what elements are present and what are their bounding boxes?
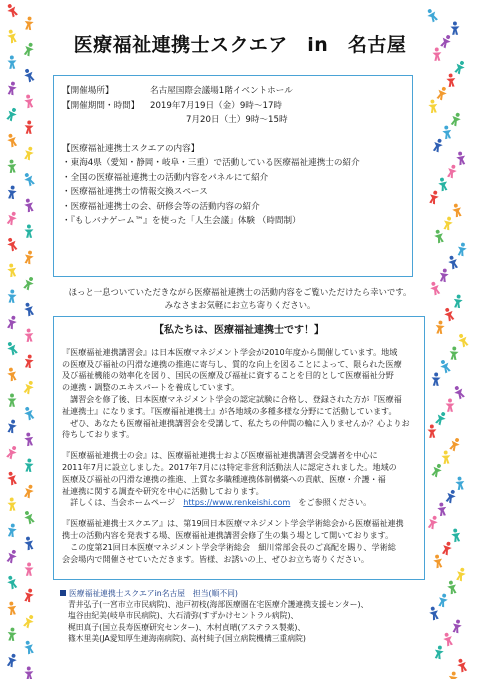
person-figure-icon bbox=[24, 458, 34, 472]
person-figure-icon bbox=[455, 476, 465, 490]
person-figure-icon bbox=[7, 159, 17, 173]
person-figure-icon bbox=[444, 488, 457, 504]
contact-line: 塩谷由紀美(岐阜市民病院)、大石清弥(すずかけセントラル病院)、 bbox=[68, 611, 299, 621]
person-figure-icon bbox=[456, 657, 469, 672]
about-paragraph-3 bbox=[62, 518, 416, 565]
person-figure-icon bbox=[24, 120, 34, 134]
text-line: 及び福祉機能の効率化を図り、国民の医療及び福祉に資することを目的として医療福祉分野 bbox=[62, 370, 394, 381]
person-figure-icon bbox=[431, 372, 440, 386]
person-figure-icon bbox=[24, 328, 34, 342]
text-line: ぜひ、あなたも医療福祉連携講習会を受講して、私たちの仲間の輪に入りませんか？心よりお bbox=[62, 417, 410, 428]
person-figure-icon bbox=[437, 177, 449, 192]
text-line: 会会場内で開催させていただきます。皆様、お誘いの上、ぜひお立ち寄りください。 bbox=[62, 553, 369, 564]
text-line: 『医療福祉連携士スクエア』は、第19回日本医療マネジメント学会学術総会から医療福祉連携 bbox=[62, 518, 404, 529]
person-figure-icon bbox=[433, 229, 445, 244]
people-figures-right bbox=[418, 0, 480, 679]
text-line: の連携・調整のエキスパートを養成しています。 bbox=[62, 382, 240, 393]
contact-line: 篠木里美(JA愛知厚生連海南病院)、高村純子(国立病院機構三重病院) bbox=[68, 633, 306, 643]
list-item: ・『もしバナゲーム™』を使った「人生会議」体験 （時間制） bbox=[62, 216, 301, 226]
about-paragraph-2 bbox=[62, 450, 416, 509]
person-figure-icon bbox=[5, 548, 19, 564]
person-figure-icon bbox=[456, 242, 468, 257]
person-figure-icon bbox=[449, 346, 459, 360]
person-figure-icon bbox=[24, 224, 33, 237]
intro-line-1: ほっと一息ついていただきながら医療福祉連携士の活動内容をご覧いただけたら幸いです。 bbox=[68, 287, 412, 297]
person-figure-icon bbox=[446, 399, 455, 412]
person-figure-icon bbox=[7, 627, 17, 641]
intro-text bbox=[0, 286, 480, 312]
person-figure-icon bbox=[5, 236, 19, 252]
person-figure-icon bbox=[447, 254, 460, 269]
person-figure-icon bbox=[433, 645, 444, 660]
list-item: ・東海4県（愛知・静岡・岐阜・三重）で活動している医療福祉連携士の紹介 bbox=[62, 158, 360, 168]
person-figure-icon bbox=[441, 540, 454, 555]
text-line: この度第21回日本医療マネジメント学会学術総会 細川常部会長のご高配を賜り、学術総 bbox=[62, 541, 396, 552]
about-box bbox=[53, 316, 425, 580]
person-figure-icon bbox=[22, 67, 36, 83]
person-figure-icon bbox=[446, 580, 458, 595]
decorative-people-border-right bbox=[418, 0, 480, 679]
about-paragraph-1 bbox=[62, 347, 416, 441]
person-figure-icon bbox=[6, 314, 19, 329]
person-figure-icon bbox=[8, 394, 17, 407]
person-figure-icon bbox=[442, 216, 454, 231]
homepage-link[interactable]: https://www.renkeishi.com bbox=[183, 497, 291, 508]
text-line: 『医療福祉連携講習会』は日本医療マネジメント学会が2010年度から開催しています。地域 bbox=[62, 346, 398, 357]
person-figure-icon bbox=[23, 640, 35, 655]
person-figure-icon bbox=[23, 483, 36, 498]
text-line: 携士の活動内容を発表する場、医療福祉連携講習会修了生の集う場として開いております。 bbox=[62, 529, 394, 540]
person-figure-icon bbox=[437, 502, 448, 516]
person-figure-icon bbox=[6, 367, 18, 382]
person-figure-icon bbox=[7, 55, 16, 69]
person-figure-icon bbox=[430, 462, 444, 478]
person-figure-icon bbox=[24, 432, 35, 446]
person-figure-icon bbox=[6, 523, 17, 538]
person-figure-icon bbox=[451, 203, 463, 218]
text-line: 医療及び福祉の円滑な連携の推進、上質な多職種連携体制構築への貢献、医療・介護・福 bbox=[62, 473, 386, 484]
person-figure-icon bbox=[23, 94, 34, 109]
person-figure-icon bbox=[425, 7, 439, 23]
person-figure-icon bbox=[447, 671, 458, 679]
person-figure-icon bbox=[428, 99, 439, 113]
text-line: 祉連携に関する調査や研究を中心に活動しております。 bbox=[62, 485, 264, 496]
person-figure-icon bbox=[22, 405, 35, 421]
person-figure-icon bbox=[428, 190, 440, 205]
event-info-box bbox=[53, 75, 413, 277]
date-row bbox=[62, 99, 404, 114]
person-figure-icon bbox=[432, 554, 444, 569]
person-figure-icon bbox=[24, 666, 34, 679]
person-figure-icon bbox=[426, 514, 439, 530]
person-figure-icon bbox=[455, 151, 466, 166]
contents-heading: 【医療福祉連携士スクエアの内容】 bbox=[62, 143, 200, 154]
person-figure-icon bbox=[450, 528, 461, 543]
text-line: 祉連携士』になります。『医療福祉連携士』が各地域の多種多様な分野にて活動しています。 bbox=[62, 405, 397, 416]
person-figure-icon bbox=[23, 146, 35, 161]
person-figure-icon bbox=[23, 250, 35, 265]
person-figure-icon bbox=[6, 81, 18, 96]
date-row-2 bbox=[62, 113, 404, 128]
contents-list bbox=[62, 156, 404, 229]
list-item: ・医療福祉連携士の会、研修会等の活動内容の紹介 bbox=[62, 201, 260, 212]
person-figure-icon bbox=[438, 358, 452, 374]
person-figure-icon bbox=[435, 320, 445, 334]
person-figure-icon bbox=[6, 470, 19, 485]
list-item: ・医療福祉連携士の情報交換スペース bbox=[62, 187, 208, 197]
square-bullet-icon bbox=[60, 590, 66, 596]
intro-line-2: みなさまお気軽にお立ち寄りください。 bbox=[164, 300, 316, 310]
person-figure-icon bbox=[442, 631, 455, 646]
person-figure-icon bbox=[5, 574, 18, 590]
venue-label: 【開催場所】 bbox=[62, 86, 114, 96]
person-figure-icon bbox=[438, 268, 449, 283]
text-line: の医療及び福祉の円滑な連携の推進に寄与し、質的な向上を図ることによって、限られた医療 bbox=[62, 358, 402, 369]
person-figure-icon bbox=[442, 125, 453, 139]
text-line: 2011年7月に設立しました。2017年7月には特定非営利活動法人に認定されました。地域の bbox=[62, 461, 397, 472]
person-figure-icon bbox=[24, 16, 35, 30]
person-figure-icon bbox=[5, 652, 18, 667]
date-value-2: 7月20日（土）9時～15時 bbox=[186, 115, 288, 125]
person-figure-icon bbox=[23, 536, 35, 551]
person-figure-icon bbox=[7, 497, 17, 511]
person-figure-icon bbox=[22, 379, 35, 395]
person-figure-icon bbox=[446, 73, 456, 87]
person-figure-icon bbox=[22, 509, 36, 525]
person-figure-icon bbox=[5, 2, 19, 18]
text-line: 講習会を修了後、日本医療マネジメント学会の認定試験に合格し、登録された方が『医療福 bbox=[62, 393, 402, 404]
person-figure-icon bbox=[5, 210, 18, 226]
person-figure-icon bbox=[6, 419, 18, 434]
person-figure-icon bbox=[431, 137, 444, 152]
person-figure-icon bbox=[5, 340, 19, 356]
person-figure-icon bbox=[449, 111, 462, 127]
person-figure-icon bbox=[435, 85, 449, 101]
about-title: 【私たちは、医療福祉連携士です！】 bbox=[154, 325, 324, 336]
contacts-heading: 医療福祉連携士スクエアin名古屋 担当(順不同) bbox=[60, 588, 430, 599]
person-figure-icon bbox=[437, 593, 449, 608]
person-figure-icon bbox=[22, 613, 36, 629]
person-figure-icon bbox=[5, 444, 19, 460]
date-label: 【開催期間・時間】 bbox=[62, 100, 140, 111]
person-figure-icon bbox=[448, 436, 462, 452]
person-figure-icon bbox=[441, 450, 451, 464]
person-figure-icon bbox=[453, 59, 467, 75]
person-figure-icon bbox=[24, 562, 33, 575]
person-figure-icon bbox=[434, 410, 448, 426]
person-figure-icon bbox=[22, 171, 36, 187]
person-figure-icon bbox=[456, 332, 470, 348]
person-figure-icon bbox=[427, 424, 436, 438]
person-figure-icon bbox=[455, 567, 467, 582]
contact-line: 青井弘子(一宮市立市民病院)、池戸初枝(海部医療圏在宅医療介護連携支援センター)、 bbox=[68, 600, 369, 610]
contacts-section bbox=[60, 588, 430, 644]
person-figure-icon bbox=[5, 106, 19, 122]
contact-line: 梶田真子(国立長寿医療研究センター)、木村貞晴(アステラス製薬)、 bbox=[68, 622, 306, 632]
person-figure-icon bbox=[23, 198, 35, 213]
person-figure-icon bbox=[452, 384, 466, 400]
venue-row bbox=[62, 84, 404, 99]
text-line: 『医療福祉連携士の会』は、医療福祉連携士および医療福祉連携講習会受講者を中心に bbox=[62, 450, 378, 461]
person-figure-icon bbox=[7, 601, 18, 615]
person-figure-icon bbox=[446, 163, 459, 178]
list-item: ・全国の医療福祉連携士の活動内容をパネルにて紹介 bbox=[62, 172, 269, 183]
person-figure-icon bbox=[7, 185, 18, 199]
person-figure-icon bbox=[451, 619, 463, 634]
person-figure-icon bbox=[23, 588, 35, 603]
venue-value: 名古屋国際会議場1階イベントホール bbox=[150, 86, 293, 96]
person-figure-icon bbox=[6, 263, 17, 278]
text-line: 待ちしております。 bbox=[62, 429, 135, 440]
person-figure-icon bbox=[6, 132, 19, 147]
link-line: 詳しくは、当会ホームページ https://www.renkeishi.com をご参照ください。 bbox=[62, 497, 372, 508]
page-title: 医療福祉連携士スクエア in 名古屋 bbox=[73, 34, 407, 56]
date-value-1: 2019年7月19日（金）9時～17時 bbox=[150, 100, 283, 111]
person-figure-icon bbox=[23, 354, 34, 368]
